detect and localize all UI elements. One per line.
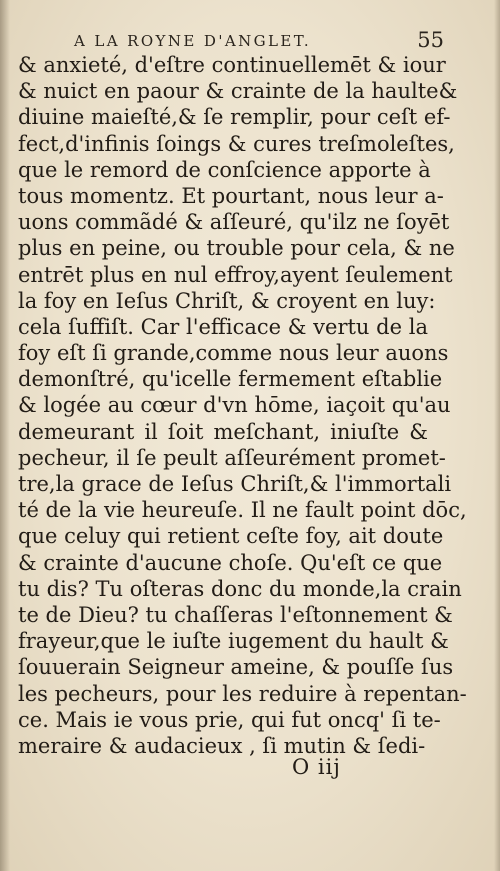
text-line: demonſtré, qu'icelle fermement eſtablie <box>18 367 443 392</box>
text-line: cela ſuffiſt. Car l'efficace & vertu de la <box>18 314 428 339</box>
text-line: & nuict en paour & crainte de la haulte& <box>18 79 458 104</box>
text-line: te de Dieu? tu chaſſeras l'eſtonnement & <box>18 602 453 627</box>
text-line: té de la vie heureuſe. Il ne fault point dōc, <box>18 498 467 523</box>
page-edge-shadow-left <box>0 0 10 871</box>
text-line: & crainte d'aucune choſe. Qu'eſt ce que <box>18 550 443 575</box>
text-line: ce. Mais ie vous prie, qui fut oncq' ſi te- <box>18 707 441 732</box>
text-line: ſouuerain Seigneur ameine, & pouſſe ſus <box>18 655 454 680</box>
text-line: fect,d'infinis ſoings & cures treſmoleſtes, <box>18 131 455 156</box>
text-line: les pecheurs, pour les reduire à repentan- <box>18 681 467 706</box>
body-text <box>18 52 467 759</box>
text-line: que le remord de conſcience apporte à <box>18 157 431 182</box>
text-line: que celuy qui retient ceſte foy, ait doute <box>18 524 444 549</box>
text-line: demeurant il ſoit meſchant, iniuſte & <box>18 419 428 444</box>
running-head <box>60 28 444 54</box>
text-line: plus en peine, ou trouble pour cela, & ne <box>18 236 455 261</box>
text-line: entrēt plus en nul effroy,ayent ſeulement <box>18 262 453 287</box>
text-line: & anxieté, d'eſtre continuellemēt & iour <box>18 53 446 77</box>
text-line: diuine maieſté,& ſe remplir, pour ceſt ef- <box>18 105 451 130</box>
text-line: & logée au cœur d'vn hōme, iaçoit qu'au <box>18 393 451 418</box>
page-edge-shadow-right <box>494 0 500 871</box>
page-number: 55 <box>417 28 444 52</box>
text-line: uons commãdé & aſſeuré, qu'ilz ne ſoyēt <box>18 210 450 235</box>
text-line: tous momentz. Et pourtant, nous leur a- <box>18 183 444 208</box>
text-line: pecheur, il ſe peult aſſeurément promet- <box>18 445 446 470</box>
text-line: foy eſt ſi grande,comme nous leur auons <box>18 341 449 366</box>
text-line: tre,la grace de Ieſus Chriſt,& l'immortali <box>18 472 452 496</box>
text-line: frayeur,que le iuſte iugement du hault & <box>18 629 449 654</box>
text-line: tu dis? Tu oſteras donc du monde,la crain <box>18 576 462 601</box>
running-title: A LA ROYNE D'ANGLET. <box>74 32 312 50</box>
text-line: meraire & audacieux , ſi mutin & ſedi- <box>18 733 426 758</box>
text-line: la foy en Ieſus Chriſt, & croyent en luy: <box>18 288 436 313</box>
signature-mark: O iij <box>292 755 341 779</box>
